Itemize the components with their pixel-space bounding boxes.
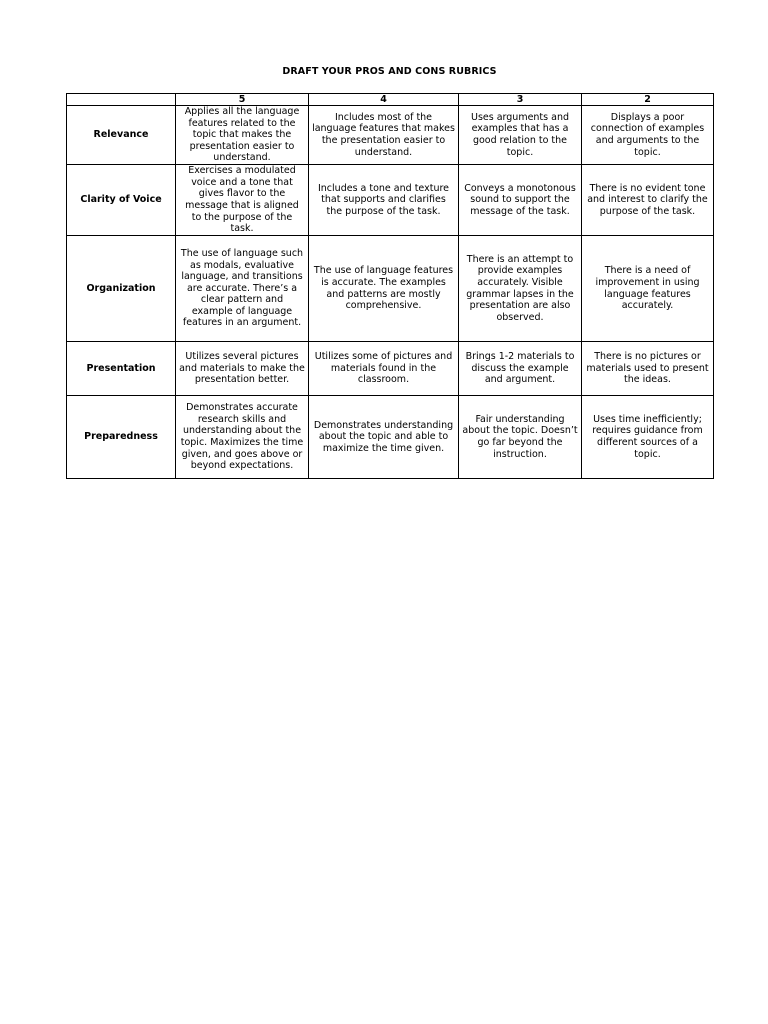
table-row-preparedness [67,396,714,479]
header-cell-score-2: 2 [582,94,714,106]
descriptor-cell: Utilizes some of pictures and materials found in the classroom. [309,342,459,396]
descriptor-cell: There is a need of improvement in using language features accurately. [582,236,714,342]
header-cell-score-3: 3 [459,94,582,106]
table-row-presentation [67,342,714,396]
criterion-label: Clarity of Voice [67,165,176,236]
descriptor-cell: Demonstrates understanding about the topic and able to maximize the time given. [309,396,459,479]
table-row-relevance [67,106,714,165]
descriptor-cell: Uses time inefficiently; requires guidance from different sources of a topic. [582,396,714,479]
descriptor-cell: Fair understanding about the topic. Doesn’t go far beyond the instruction. [459,396,582,479]
descriptor-cell: Utilizes several pictures and materials to make the presentation better. [176,342,309,396]
header-cell-criteria [67,94,176,106]
descriptor-cell: Displays a poor connection of examples and arguments to the topic. [582,106,714,165]
descriptor-cell: Includes most of the language features that makes the presentation easier to understand. [309,106,459,165]
table-row-organization [67,236,714,342]
page-title: DRAFT YOUR PROS AND CONS RUBRICS [282,66,497,77]
descriptor-cell: The use of language features is accurate. The examples and patterns are mostly comprehensive. [309,236,459,342]
descriptor-cell: Demonstrates accurate research skills and understanding about the topic. Maximizes the time given, and goes above or beyond expectations. [176,396,309,479]
header-row [67,94,714,106]
descriptor-cell: There is an attempt to provide examples accurately. Visible grammar lapses in the presentation are also observed. [459,236,582,342]
descriptor-cell: There is no pictures or materials used to present the ideas. [582,342,714,396]
header-cell-score-5: 5 [176,94,309,106]
criterion-label: Organization [67,236,176,342]
descriptor-cell: Exercises a modulated voice and a tone that gives flavor to the message that is aligned to the purpose of the task. [176,165,309,236]
descriptor-cell: Applies all the language features related to the topic that makes the presentation easier to understand. [176,106,309,165]
descriptor-cell: Brings 1-2 materials to discuss the example and argument. [459,342,582,396]
descriptor-cell: Includes a tone and texture that supports and clarifies the purpose of the task. [309,165,459,236]
header-cell-score-4: 4 [309,94,459,106]
descriptor-cell: The use of language such as modals, evaluative language, and transitions are accurate. There’s a clear pattern and example of language features in an argument. [176,236,309,342]
descriptor-cell: There is no evident tone and interest to clarify the purpose of the task. [582,165,714,236]
criterion-label: Preparedness [67,396,176,479]
rubric-table [66,93,714,479]
table-row-clarity-of-voice [67,165,714,236]
criterion-label: Relevance [67,106,176,165]
criterion-label: Presentation [67,342,176,396]
descriptor-cell: Uses arguments and examples that has a good relation to the topic. [459,106,582,165]
descriptor-cell: Conveys a monotonous sound to support the message of the task. [459,165,582,236]
